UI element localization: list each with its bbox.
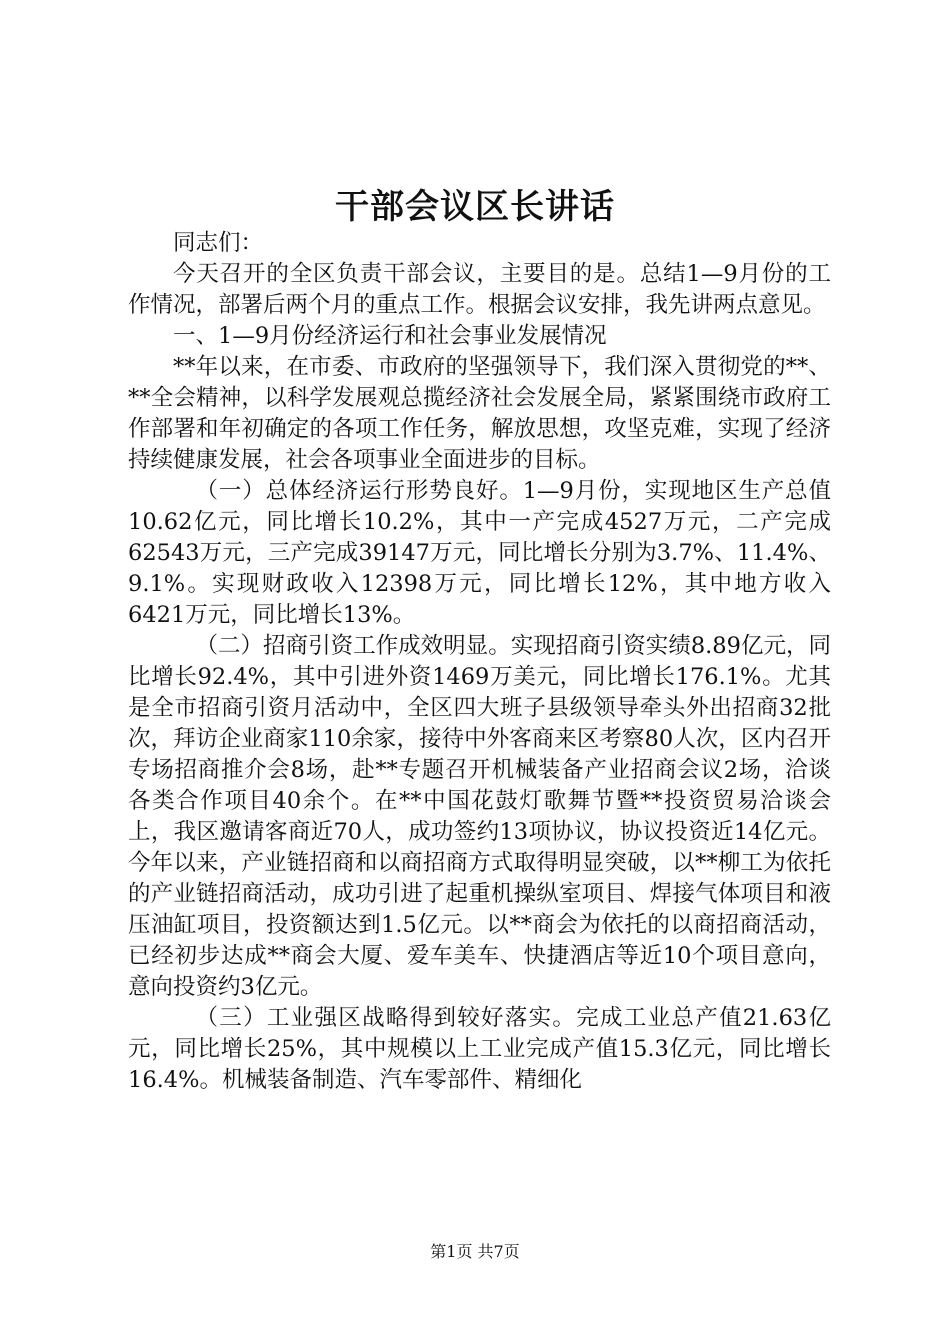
document-body (128, 228, 831, 1096)
section-heading-1: 一、1—9月份经济运行和社会事业发展情况 (173, 323, 607, 349)
overview-paragraph: **年以来，在市委、市政府的坚强领导下，我们深入贯彻党的**、**全会精神，以科学发展观总揽经济社会发展全局，紧紧围绕市政府工作部署和年初确定的各项工作任务，解放思想，攻坚克难，实现了经济持续健康发展，社会各项事业全面进步的目标。 (128, 354, 831, 473)
document-title: 干部会议区长讲话 (335, 187, 615, 227)
page-number: 第1页 共7页 (430, 1242, 520, 1261)
greeting-paragraph: 同志们： (173, 230, 264, 256)
industry-paragraph: （三）工业强区战略得到较好落实。完成工业总产值21.63亿元，同比增长25%，其中规模以上工业完成产值15.3亿元，同比增长16.4%。机械装备制造、汽车零部件、精细化 (128, 1005, 831, 1093)
investment-paragraph: （二）招商引资工作成效明显。实现招商引资实绩8.89亿元，同比增长92.4%，其中引进外资1469万美元，同比增长176.1%。尤其是全市招商引资月活动中，全区四大班子县级领导牵头外出招商32批次，拜访企业商家110余家，接待中外客商来区考察80人次，区内召开专场招商推介会8场，赴**专题召开机械装备产业招商会议2场，洽谈各类合作项目40余个。在**中国花鼓灯歌舞节暨**投资贸易洽谈会上，我区邀请客商近70人，成功签约13项协议，协议投资近14亿元。今年以来，产业链招商和以商招商方式取得明显突破，以**柳工为依托的产业链招商活动，成功引进了起重机操纵室项目、焊接气体项目和液压油缸项目，投资额达到1.5亿元。以**商会为依托的以商招商活动，已经初步达成**商会大厦、爱车美车、快捷酒店等近10个项目意向，意向投资约3亿元。 (128, 633, 831, 1000)
intro-paragraph: 今天召开的全区负责干部会议，主要目的是。总结1—9月份的工作情况，部署后两个月的重点工作。根据会议安排，我先讲两点意见。 (128, 261, 831, 318)
economy-paragraph: （一）总体经济运行形势良好。1—9月份，实现地区生产总值10.62亿元，同比增长10.2%，其中一产完成4527万元，二产完成62543万元，三产完成39147万元，同比增长分别为3.7%、11.4%、9.1%。实现财政收入12398万元，同比增长12%，其中地方收入6421万元，同比增长13%。 (128, 478, 831, 628)
